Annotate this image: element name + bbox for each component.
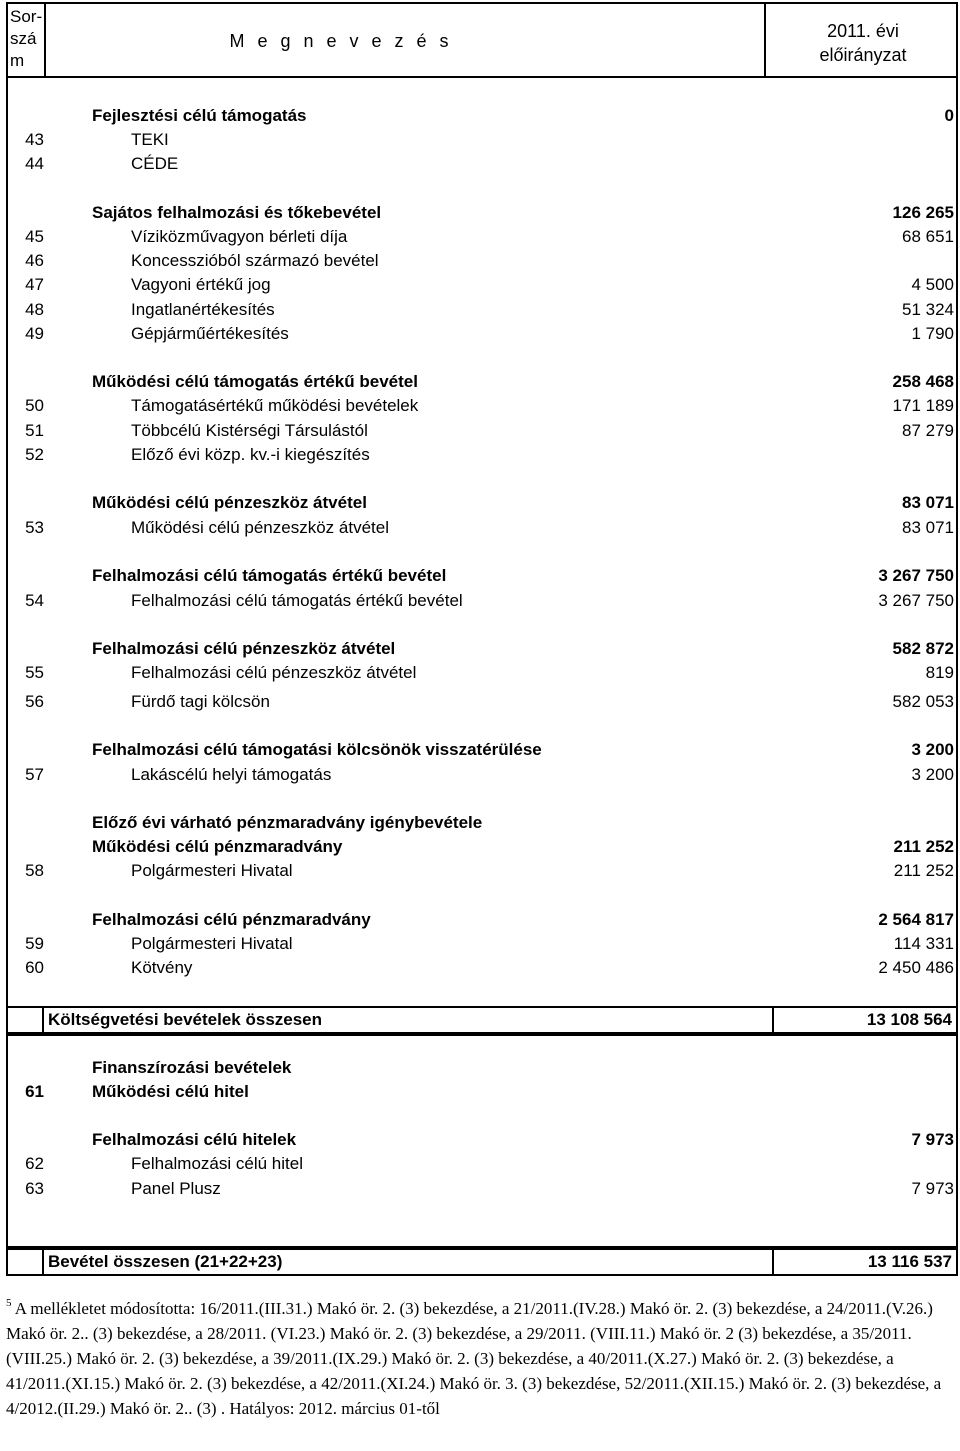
row-label: Sajátos felhalmozási és tőkebevétel <box>92 203 382 222</box>
row-label: Működési célú pénzmaradvány <box>92 837 343 856</box>
table-row <box>0 201 960 225</box>
row-divider <box>42 1250 44 1274</box>
grand-total-label: Bevétel összesen (21+22+23) <box>48 1252 283 1271</box>
row-divider <box>772 1250 774 1274</box>
row-divider <box>772 1008 774 1032</box>
row-amount: 171 189 <box>892 396 954 415</box>
table-row <box>0 322 960 346</box>
budget-total-row <box>6 1006 958 1034</box>
table-row <box>0 763 960 787</box>
row-label: Koncesszióból származó bevétel <box>131 251 379 270</box>
row-number: 53 <box>25 518 44 537</box>
row-label: Fejlesztési célú támogatás <box>92 106 307 125</box>
row-label: TEKI <box>131 130 169 149</box>
table-row <box>0 1056 960 1080</box>
row-amount: 1 790 <box>911 324 954 343</box>
table-row <box>0 152 960 176</box>
table-row <box>0 225 960 249</box>
table-row <box>0 491 960 515</box>
row-number: 50 <box>25 396 44 415</box>
row-amount: 819 <box>925 663 954 682</box>
row-amount: 258 468 <box>892 372 954 391</box>
row-label: Többcélú Kistérségi Társulástól <box>131 421 368 440</box>
row-label: Fürdő tagi kölcsön <box>131 692 270 711</box>
row-amount: 51 324 <box>902 300 954 319</box>
table-row <box>0 419 960 443</box>
table-row <box>0 637 960 661</box>
row-label: CÉDE <box>131 154 179 173</box>
row-label: Előző évi várható pénzmaradvány igénybevétele <box>92 813 483 832</box>
row-amount: 211 252 <box>893 861 954 880</box>
row-number: 43 <box>25 130 44 149</box>
table-row <box>0 589 960 613</box>
row-number: 55 <box>25 663 44 682</box>
row-number: 63 <box>25 1179 44 1198</box>
row-label: Felhalmozási célú pénzeszköz átvétel <box>92 639 396 658</box>
row-label: Működési célú támogatás értékű bevétel <box>92 372 418 391</box>
table-row <box>0 249 960 273</box>
row-label: Működési célú hitel <box>92 1082 249 1101</box>
table-row <box>0 859 960 883</box>
row-number: 51 <box>25 421 44 440</box>
row-number: 44 <box>25 154 44 173</box>
row-number: 57 <box>25 765 44 784</box>
row-label: Felhalmozási célú hitel <box>131 1154 303 1173</box>
row-number: 58 <box>25 861 44 880</box>
row-number: 49 <box>25 324 44 343</box>
row-amount: 3 267 750 <box>878 591 954 610</box>
column-divider <box>764 2 766 76</box>
row-amount: 114 331 <box>893 934 954 953</box>
row-amount: 0 <box>944 106 954 125</box>
column-header-amount: 2011. évi előirányzat <box>819 21 907 65</box>
row-label: Előző évi közp. kv.-i kiegészítés <box>131 445 370 464</box>
table-row <box>0 1128 960 1152</box>
row-amount: 582 872 <box>892 639 954 658</box>
header-divider <box>6 76 958 78</box>
row-number: 60 <box>25 958 44 977</box>
row-label: Működési célú pénzeszköz átvétel <box>131 518 389 537</box>
row-label: Ingatlanértékesítés <box>131 300 275 319</box>
row-number: 61 <box>25 1082 44 1101</box>
table-row <box>0 932 960 956</box>
row-amount: 68 651 <box>902 227 954 246</box>
table-row <box>0 908 960 932</box>
row-amount: 211 252 <box>893 837 954 856</box>
table-row <box>0 370 960 394</box>
table-row <box>0 443 960 467</box>
row-amount: 83 071 <box>902 518 954 537</box>
table-row <box>0 273 960 297</box>
row-amount: 7 973 <box>911 1179 954 1198</box>
row-label: Panel Plusz <box>131 1179 221 1198</box>
row-label: Támogatásértékű működési bevételek <box>131 396 419 415</box>
row-number: 56 <box>25 692 44 711</box>
row-label: Lakáscélú helyi támogatás <box>131 765 332 784</box>
row-label: Gépjárműértékesítés <box>131 324 289 343</box>
row-amount: 3 200 <box>911 765 954 784</box>
table-row <box>0 1152 960 1176</box>
row-number: 59 <box>25 934 44 953</box>
row-label: Működési célú pénzeszköz átvétel <box>92 493 367 512</box>
row-label: Felhalmozási célú támogatási kölcsönök visszatérülése <box>92 740 542 759</box>
table-row <box>0 516 960 540</box>
row-label: Felhalmozási célú támogatás értékű bevétel <box>131 591 463 610</box>
row-label: Polgármesteri Hivatal <box>131 861 293 880</box>
budget-total-label: Költségvetési bevételek összesen <box>48 1010 323 1029</box>
table-row <box>0 738 960 762</box>
table-row <box>0 690 960 714</box>
row-amount: 2 564 817 <box>878 910 954 929</box>
table-row <box>0 564 960 588</box>
row-amount: 3 200 <box>911 740 954 759</box>
column-header-number: Sor- szá m <box>10 7 43 70</box>
row-divider <box>42 1008 44 1032</box>
row-amount: 87 279 <box>902 421 954 440</box>
table-row <box>0 956 960 980</box>
row-number: 47 <box>25 275 44 294</box>
row-number: 52 <box>25 445 44 464</box>
table-row <box>0 104 960 128</box>
row-label: Felhalmozási célú támogatás értékű bevétel <box>92 566 447 585</box>
table-row <box>0 811 960 835</box>
table-row <box>0 1080 960 1104</box>
row-amount: 126 265 <box>892 203 954 222</box>
row-number: 62 <box>25 1154 44 1173</box>
table-row <box>0 661 960 685</box>
row-amount: 7 973 <box>911 1130 954 1149</box>
column-header-title: M e g n e v e z é s <box>229 31 453 51</box>
row-amount: 4 500 <box>911 275 954 294</box>
row-label: Vagyoni értékű jog <box>131 275 271 294</box>
budget-total-amount: 13 108 564 <box>866 1010 952 1029</box>
row-amount: 83 071 <box>902 493 954 512</box>
row-amount: 582 053 <box>892 692 954 711</box>
row-label: Polgármesteri Hivatal <box>131 934 293 953</box>
grand-total-row <box>6 1248 958 1276</box>
footnote-marker: 5 <box>6 1297 12 1309</box>
row-label: Felhalmozási célú pénzmaradvány <box>92 910 371 929</box>
row-label: Felhalmozási célú hitelek <box>92 1130 297 1149</box>
footnote-text: A mellékletet módosította: 16/2011.(III.31.) Makó ör. 2. (3) bekezdése, a 21/2011.(IV.28.) Makó ör. 2. (3) bekezdése, a 24/2011.(V.26.) Makó ör. 2.. (3) bekezdése, a 28/2011. (VI.23.) Makó ör. 2. (3) bekezdése, a 29/2011. (VIII.11.) Makó ör. 2 (3) bekezdése, a 35/2011.(VIII.25.) Makó ör. 2. (3) bekezdése, a 39/2011.(IX.29.) Makó ör. 2. (3) bekezdése, a 40/2011.(X.27.) Makó ör. 2. (3) bekezdése, a 41/2011.(XI.15.) Makó ör. 2. (3) bekezdése, a 42/2011.(XI.24.) Makó ör. 3. (3) bekezdése, 52/2011.(XII.15.) Makó ör. 2. (3) bekezdése, a 4/2012.(II.29.) Makó ör. 2.. (3) . Hatályos: 2012. március 01-től <box>6 1299 942 1418</box>
table-row <box>0 128 960 152</box>
table-row <box>0 835 960 859</box>
amendment-footnote <box>6 1296 954 1421</box>
table-row <box>0 394 960 418</box>
row-number: 54 <box>25 591 44 610</box>
row-label: Víziközművagyon bérleti díja <box>131 227 348 246</box>
row-amount: 3 267 750 <box>878 566 954 585</box>
row-number: 45 <box>25 227 44 246</box>
row-number: 46 <box>25 251 44 270</box>
row-label: Kötvény <box>131 958 193 977</box>
row-number: 48 <box>25 300 44 319</box>
row-amount: 2 450 486 <box>878 958 954 977</box>
grand-total-amount: 13 116 537 <box>867 1252 952 1271</box>
table-row <box>0 298 960 322</box>
row-label: Felhalmozási célú pénzeszköz átvétel <box>131 663 417 682</box>
table-row <box>0 1177 960 1201</box>
row-label: Finanszírozási bevételek <box>92 1058 292 1077</box>
